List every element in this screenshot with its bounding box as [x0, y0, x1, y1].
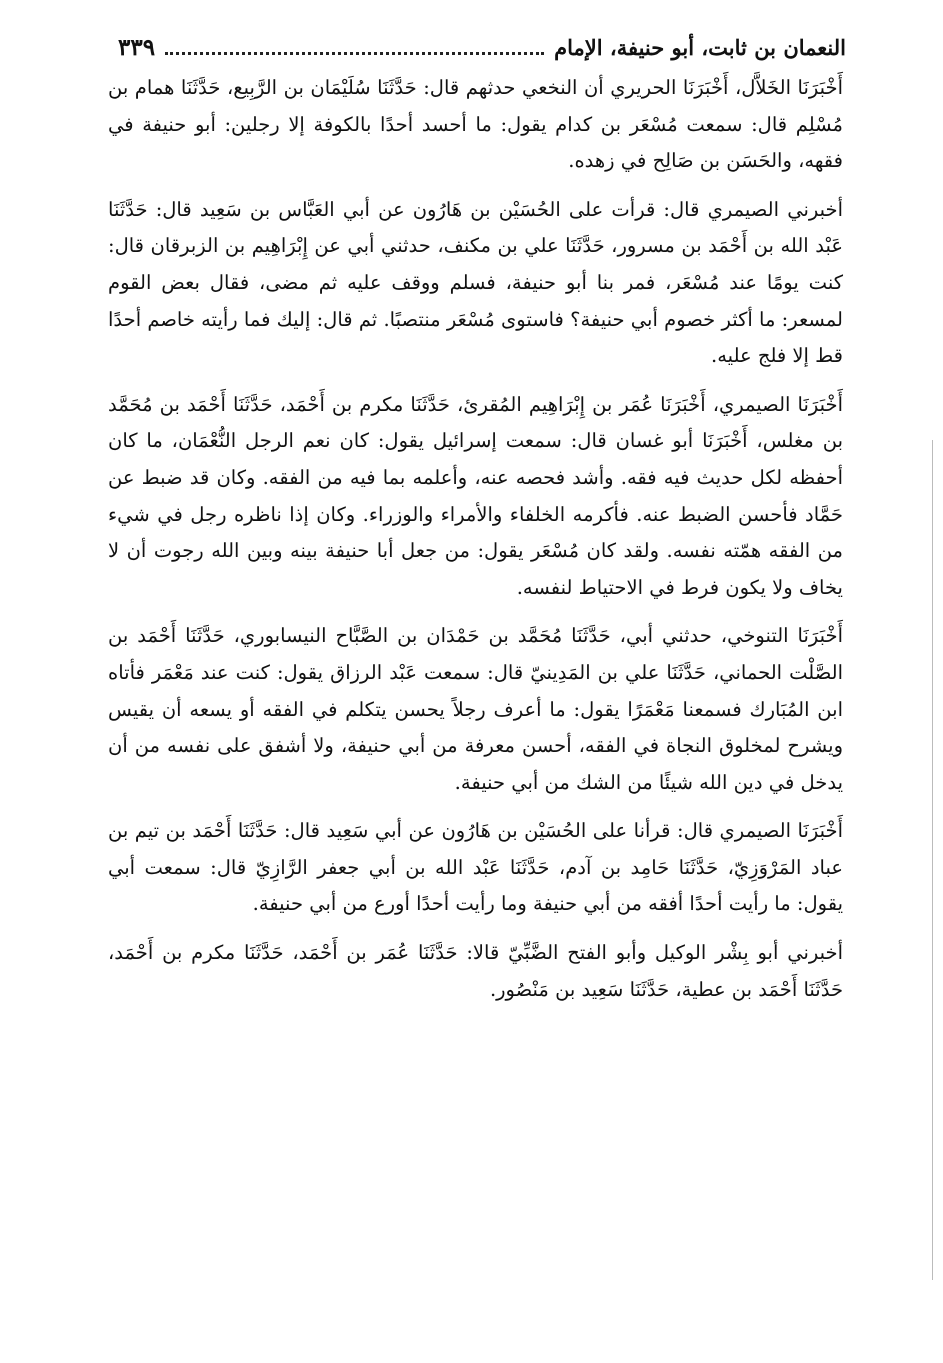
paragraph-4: أَخْبَرَنَا التنوخي، حدثني أبي، حَدَّثَنَا مُحَمَّد بن حَمْدَان بن الصَّبَّاح النيسابوري، حَدَّثَنَا أَحْمَد بن الصَّلْت الحماني، حَدَّثَنَا علي بن المَدِينيّ قال: سمعت عَبْد الرزاق يقول: كنت عند مَعْمَر فأتاه ابن المُبَارك فسمعنا مَعْمَرًا يقول: ما أعرف رجلاً يحسن يتكلم في الفقه أو يسعه أن يقيس ويشرح لمخلوق النجاة في الفقه، أحسن معرفة من أبي حنيفة، ولا أشفق على نفسه من أن يدخل في دين الله شيئًا من الشك من أبي حنيفة. [108, 624, 843, 794]
page-number: ٣٣٩ [118, 33, 156, 61]
page-edge-line [932, 440, 933, 1280]
paragraph-6: أخبرني أبو بِشْر الوكيل وأبو الفتح الضَّبِّيّ قالا: حَدَّثَنَا عُمَر بن أَحْمَد، حَدَّثَنَا مكرم بن أَحْمَد، حَدَّثَنَا أَحْمَد بن عطية، حَدَّثَنَا سَعِيد بن مَنْصُور. [108, 941, 843, 1001]
paragraph-1: أَخْبَرَنَا الخَلاَّل، أَخْبَرَنَا الحريري أن النخعي حدثهم قال: حَدَّثَنَا سُلَيْمَان بن الرَّبِيع، حَدَّثَنَا همام بن مُسْلِم قال: سمعت مُسْعَر بن كدام يقول: ما أحسد أحدًا بالكوفة إلا رجلين: أبو حنيفة في فقهه، والحَسَن بن صَالِح في زهده. [108, 76, 843, 173]
paragraph-5: أَخْبَرَنَا الصيمري قال: قرأنا على الحُسَيْن بن هَارُون عن أبي سَعِيد قال: حَدَّثَنَا أَحْمَد بن تيم بن عباد المَرْوَزِيّ، حَدَّثَنَا حَامِد بن آدم، حَدَّثَنَا عَبْد الله بن أبي جعفر الرَّازِيّ قال: سمعت أبي يقول: ما رأيت أحدًا أفقه من أبي حنيفة وما رأيت أحدًا أورع من أبي حنيفة. [108, 819, 843, 916]
page-header [118, 30, 846, 64]
dot-leader [165, 52, 544, 55]
running-title: النعمان بن ثابت، أبو حنيفة، الإمام [554, 34, 846, 60]
body-text [108, 70, 843, 1020]
paragraph-2: أخبرني الصيمري قال: قرأت على الحُسَيْن بن هَارُون عن أبي العَبَّاس بن سَعِيد قال: حَدَّثَنَا عَبْد الله بن أَحْمَد بن مسرور، حَدَّثَنَا علي بن مكنف، حدثني أبي عن إِبْرَاهِيم بن الزبرقان قال: كنت يومًا عند مُسْعَر، فمر بنا أبو حنيفة، فسلم ووقف عليه ثم مضى، فقال بعض القوم لمسعر: ما أكثر خصوم أبي حنيفة؟ فاستوى مُسْعَر منتصبًا. ثم قال: إليك فما رأيته خاصم أحدًا قط إلا فلج عليه. [108, 197, 843, 368]
paragraph-3: أَخْبَرَنَا الصيمري، أَخْبَرَنَا عُمَر بن إِبْرَاهِيم المُقرئ، حَدَّثَنَا مكرم بن أَحْمَد، حَدَّثَنَا أَحْمَد بن مُحَمَّد بن مغلس، أَخْبَرَنَا أبو غسان قال: سمعت إسرائيل يقول: كان نعم الرجل النُّعْمَان، ما كان أحفظه لكل حديث فيه فقه. وأشد فحصه عنه، وأعلمه بما فيه من الفقه. وكان قد ضبط عن حَمَّاد فأحسن الضبط عنه. فأكرمه الخلفاء والأمراء والوزراء. وكان إذا ناظره رجل في شيء من الفقه همّته نفسه. ولقد كان مُسْعَر يقول: من جعل أبا حنيفة بينه وبين الله رجوت أن لا يخاف ولا يكون فرط في الاحتياط لنفسه. [108, 392, 843, 599]
